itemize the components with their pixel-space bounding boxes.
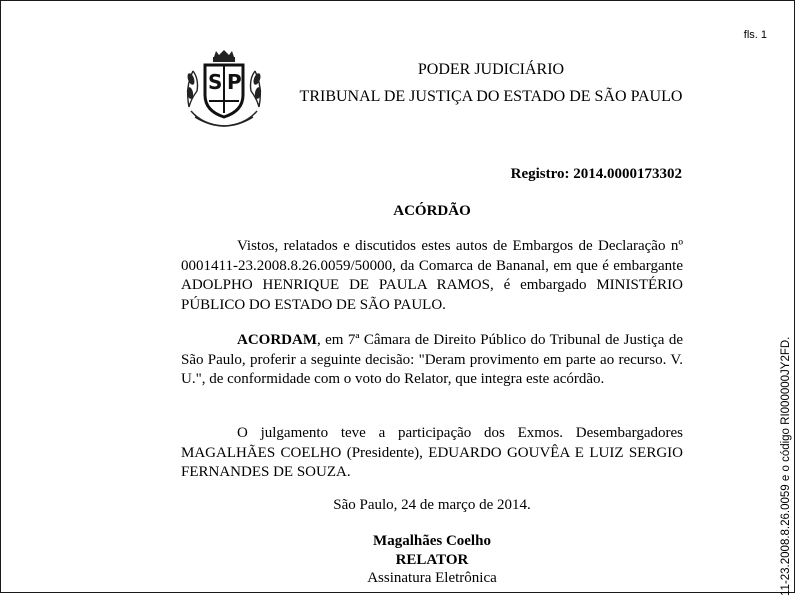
seal-letters: S (208, 70, 223, 94)
page-number-label: fls. 1 (743, 29, 767, 41)
document-date: São Paulo, 24 de março de 2014. (333, 497, 531, 513)
sao-paulo-seal-logo (183, 49, 265, 129)
svg-text:P: P (227, 70, 242, 94)
header-court-power: PODER JUDICIÁRIO (417, 61, 565, 78)
paragraph-vistos (181, 237, 683, 315)
document-title: ACÓRDÃO (393, 203, 471, 219)
registro-number: Registro: 2014.0000173302 (510, 166, 682, 182)
paragraph-acordam-text: , em 7ª Câmara de Direito Público do Tribunal de Justiça de São Paulo, proferir a seguinte decisão: "Deram provimento em parte ao recurso. V. U.", de conformidade com o voto do Relator, que integra este acórdão. (181, 332, 683, 387)
paragraph-julgamento-text: O julgamento teve a participação dos Exmos. Desembargadores MAGALHÃES COELHO (Presidente), EDUARDO GOUVÊA E LUIZ SERGIO FERNANDES DE SOUZA. (181, 425, 683, 480)
signer-role: RELATOR (395, 552, 469, 568)
paragraph-vistos-text: Vistos, relatados e discutidos estes autos de Embargos de Declaração nº 0001411-23.2008.8.26.0059/50000, da Comarca de Bananal, em que é embargante ADOLPHO HENRIQUE DE PAULA RAMOS, é embargado MINISTÉRIO PÚBLICO DO ESTADO DE SÃO PAULO. (181, 238, 683, 313)
signer-name: Magalhães Coelho (373, 533, 491, 549)
signature-type: Assinatura Eletrônica (367, 570, 497, 586)
paragraph-julgamento (181, 424, 683, 483)
acordam-lead: ACORDAM (237, 332, 317, 348)
paragraph-acordam (181, 331, 683, 390)
side-verification-text: 11-23.2008.8.26.0059 e o código RI000000JY2FD. (780, 336, 792, 596)
header-court-name: TRIBUNAL DE JUSTIÇA DO ESTADO DE SÃO PAULO (299, 88, 683, 105)
